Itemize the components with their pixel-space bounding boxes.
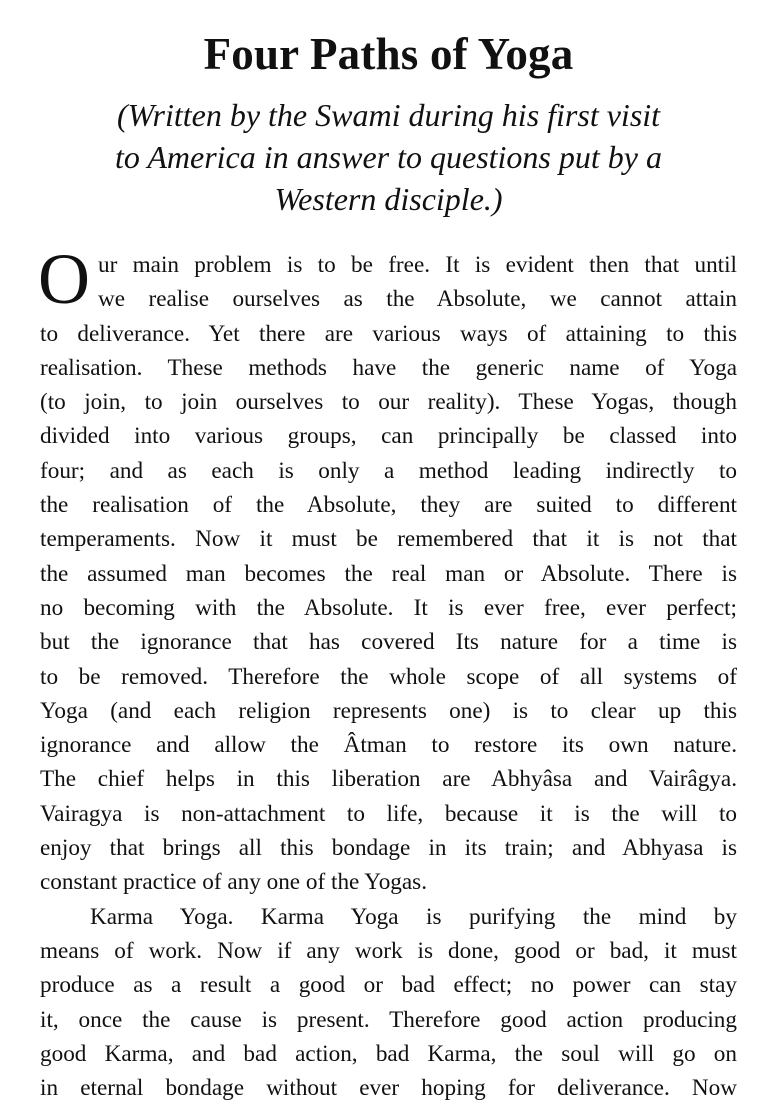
text-line: temperaments. Now it must be remembered that it is not that	[40, 526, 737, 553]
paragraph-2	[40, 900, 737, 1106]
text-line: no becoming with the Absolute. It is ever free, ever perfect;	[40, 594, 737, 621]
text-line: The chief helps in this liberation are Abhyâsa and Vairâgya.	[40, 766, 737, 793]
text-line: the realisation of the Absolute, they are suited to different	[40, 492, 737, 519]
text-line: produce as a result a good or bad effect; no power can stay	[40, 972, 737, 999]
paragraph-1	[38, 239, 737, 900]
subtitle-line: to America in answer to questions put by a	[115, 139, 662, 175]
subtitle	[40, 94, 737, 220]
text-line: to be removed. Therefore the whole scope of all systems of	[40, 663, 737, 690]
text-line: good Karma, and bad action, bad Karma, the soul will go on	[40, 1040, 737, 1067]
text-line: constant practice of any one of the Yogas.	[40, 869, 427, 896]
text-line: to deliverance. Yet there are various ways of attaining to this	[40, 320, 737, 347]
text-line: enjoy that brings all this bondage in its train; and Abhyasa is	[40, 835, 737, 862]
text-line: (to join, to join ourselves to our reality). These Yogas, though	[40, 389, 737, 416]
text-line: Yoga (and each religion represents one) is to clear up this	[40, 697, 737, 724]
text-line: it, once the cause is present. Therefore good action producing	[40, 1006, 737, 1033]
text-line: but the ignorance that has covered Its nature for a time is	[40, 629, 737, 656]
body-text	[38, 239, 737, 1105]
text-line: Vairagya is non-attachment to life, because it is the will to	[40, 800, 737, 827]
text-line: realisation. These methods have the generic name of Yoga	[40, 354, 737, 381]
text-line: in eternal bondage without ever hoping for deliverance. Now	[40, 1075, 737, 1102]
text-line: the assumed man becomes the real man or Absolute. There is	[40, 560, 737, 587]
page-title: Four Paths of Yoga	[203, 29, 574, 79]
text-line: four; and as each is only a method leading indirectly to	[40, 457, 737, 484]
text-line: we realise ourselves as the Absolute, we cannot attain	[98, 286, 737, 313]
document-page	[40, 0, 737, 1105]
text-line: Karma Yoga. Karma Yoga is purifying the mind by	[90, 903, 737, 930]
subtitle-line: (Written by the Swami during his first visit	[116, 97, 661, 133]
text-line: ur main problem is to be free. It is evident then that until	[98, 252, 737, 278]
text-line: divided into various groups, can principally be classed into	[40, 423, 737, 450]
text-line: means of work. Now if any work is done, good or bad, it must	[40, 937, 737, 964]
drop-cap: O	[38, 239, 90, 319]
subtitle-line: Western disciple.)	[274, 181, 503, 217]
text-line: ignorance and allow the Âtman to restore its own nature.	[40, 732, 737, 759]
